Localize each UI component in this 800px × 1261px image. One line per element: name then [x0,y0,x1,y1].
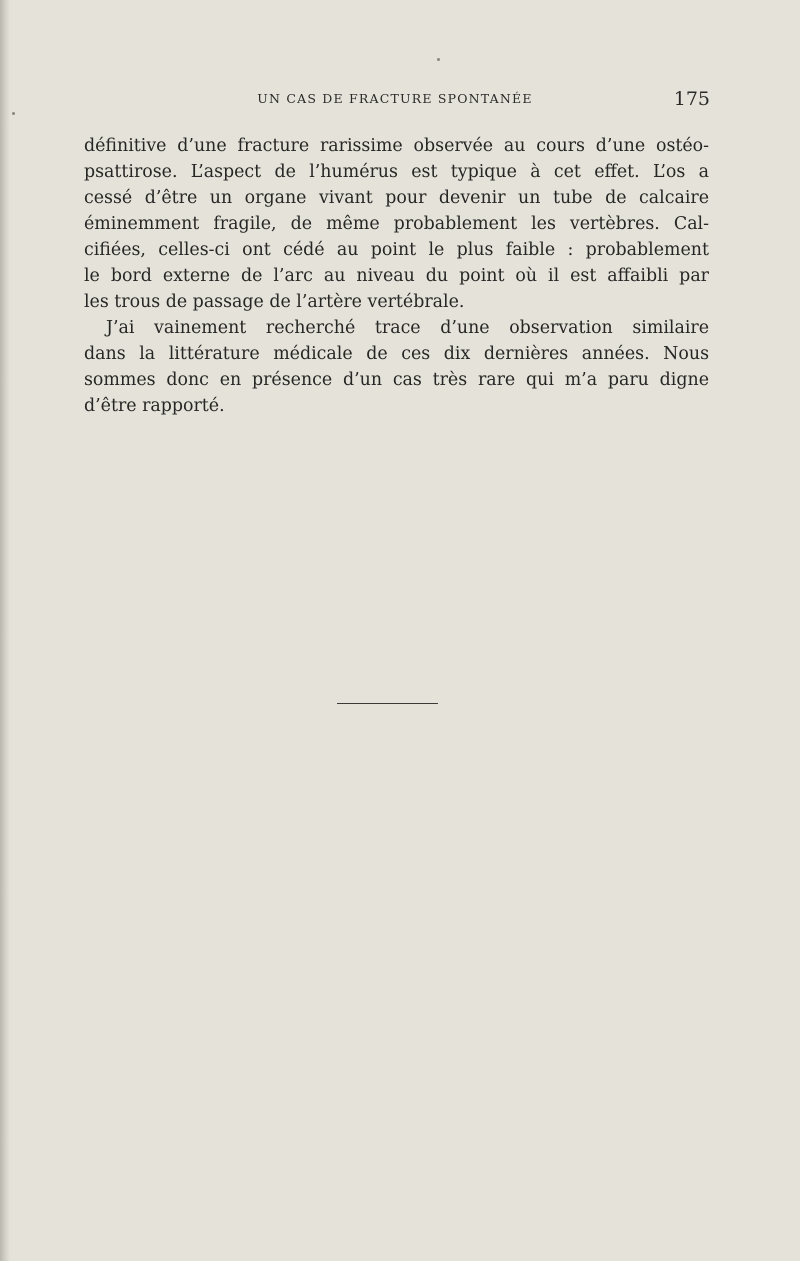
text-line: cessé d’être un organe vivant pour devenir un tube de calcaire [84,188,709,208]
text-line: d’être rapporté. [84,396,225,416]
running-header [80,88,710,113]
body-text [84,133,709,419]
paragraph-2 [84,315,709,419]
text-line: définitive d’une fracture rarissime observée au cours d’une ostéo- [84,136,709,156]
text-line: le bord externe de l’arc au niveau du point où il est affaibli par [84,266,709,286]
text-line: cifiées, celles-ci ont cédé au point le plus faible : probablement [84,240,709,260]
section-end-rule [337,703,438,704]
running-title: UN CAS DE FRACTURE SPONTANÉE [257,91,533,106]
text-line: les trous de passage de l’artère vertébrale. [84,292,465,312]
paragraph-1 [84,133,709,315]
text-line: J’ai vainement recherché trace d’une observation similaire [106,318,709,338]
text-line: dans la littérature médicale de ces dix dernières années. Nous [84,344,709,364]
page-binding-edge [0,0,10,1261]
printing-speck [437,58,440,61]
page-number: 175 [673,88,710,110]
text-line: psattirose. L’aspect de l’humérus est typique à cet effet. L’os a [84,162,709,182]
text-line: éminemment fragile, de même probablement les vertèbres. Cal- [84,214,709,234]
text-line: sommes donc en présence d’un cas très rare qui m’a paru digne [84,370,709,390]
printing-speck [12,112,15,115]
